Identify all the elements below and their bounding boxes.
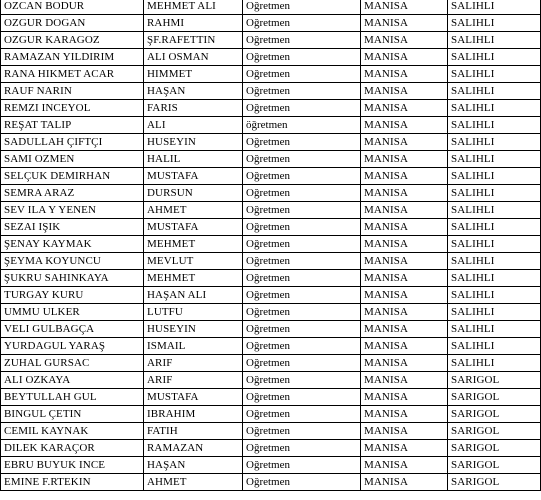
district-cell: SARIGOL	[448, 474, 541, 491]
district-cell: SARIGOL	[448, 457, 541, 474]
father-name-cell: LUTFU	[144, 304, 243, 321]
table-row	[1, 134, 541, 151]
title-cell: Oğretmen	[243, 304, 361, 321]
father-name-cell: AHMET	[144, 202, 243, 219]
father-name-cell: MUSTAFA	[144, 389, 243, 406]
title-cell: Oğretmen	[243, 100, 361, 117]
table-row	[1, 270, 541, 287]
father-name-cell: HALIL	[144, 151, 243, 168]
district-cell: SALIHLI	[448, 134, 541, 151]
title-cell: Oğretmen	[243, 185, 361, 202]
title-cell: Oğretmen	[243, 474, 361, 491]
name-cell: SELÇUK DEMIRHAN	[1, 168, 144, 185]
table-row	[1, 406, 541, 423]
name-cell: REMZI INCEYOL	[1, 100, 144, 117]
name-cell: YURDAGUL YARAŞ	[1, 338, 144, 355]
city-cell: MANISA	[361, 32, 448, 49]
title-cell: Oğretmen	[243, 270, 361, 287]
table-row	[1, 474, 541, 491]
name-cell: ZUHAL GURSAC	[1, 355, 144, 372]
city-cell: MANISA	[361, 100, 448, 117]
city-cell: MANISA	[361, 457, 448, 474]
table-row	[1, 66, 541, 83]
table-row	[1, 304, 541, 321]
father-name-cell: ALI OSMAN	[144, 49, 243, 66]
name-cell: SAMI OZMEN	[1, 151, 144, 168]
district-cell: SALIHLI	[448, 321, 541, 338]
table-row	[1, 457, 541, 474]
name-cell: CEMIL KAYNAK	[1, 423, 144, 440]
title-cell: Oğretmen	[243, 151, 361, 168]
table-row	[1, 168, 541, 185]
name-cell: SEV ILA Y YENEN	[1, 202, 144, 219]
father-name-cell: HAŞAN	[144, 457, 243, 474]
name-cell: SADULLAH ÇIFTÇI	[1, 134, 144, 151]
district-cell: SARIGOL	[448, 406, 541, 423]
table-row	[1, 49, 541, 66]
name-cell: SEZAI IŞIK	[1, 219, 144, 236]
father-name-cell: ARIF	[144, 355, 243, 372]
district-cell: SALIHLI	[448, 100, 541, 117]
father-name-cell: HUSEYIN	[144, 134, 243, 151]
city-cell: MANISA	[361, 168, 448, 185]
title-cell: Oğretmen	[243, 423, 361, 440]
name-cell: ŞUKRU SAHINKAYA	[1, 270, 144, 287]
table-row	[1, 185, 541, 202]
city-cell: MANISA	[361, 253, 448, 270]
title-cell: Oğretmen	[243, 321, 361, 338]
title-cell: Oğretmen	[243, 355, 361, 372]
table-row	[1, 117, 541, 134]
table-row	[1, 423, 541, 440]
city-cell: MANISA	[361, 0, 448, 15]
district-cell: SALIHLI	[448, 185, 541, 202]
table-row	[1, 151, 541, 168]
father-name-cell: MEVLUT	[144, 253, 243, 270]
district-cell: SALIHLI	[448, 355, 541, 372]
father-name-cell: MEHMET ALI	[144, 0, 243, 15]
table-row	[1, 202, 541, 219]
name-cell: ŞEYMA KOYUNCU	[1, 253, 144, 270]
father-name-cell: RAHMI	[144, 15, 243, 32]
father-name-cell: AHMET	[144, 474, 243, 491]
table-row	[1, 389, 541, 406]
name-cell: RAMAZAN YILDIRIM	[1, 49, 144, 66]
father-name-cell: HAŞAN ALI	[144, 287, 243, 304]
table-row	[1, 219, 541, 236]
city-cell: MANISA	[361, 287, 448, 304]
district-cell: SALIHLI	[448, 117, 541, 134]
district-cell: SALIHLI	[448, 202, 541, 219]
district-cell: SALIHLI	[448, 236, 541, 253]
table-row	[1, 440, 541, 457]
name-cell: RAUF NARIN	[1, 83, 144, 100]
district-cell: SALIHLI	[448, 338, 541, 355]
city-cell: MANISA	[361, 15, 448, 32]
table-row	[1, 253, 541, 270]
title-cell: Oğretmen	[243, 134, 361, 151]
district-cell: SALIHLI	[448, 66, 541, 83]
city-cell: MANISA	[361, 134, 448, 151]
name-cell: BINGUL ÇETIN	[1, 406, 144, 423]
district-cell: SARIGOL	[448, 423, 541, 440]
table-row	[1, 372, 541, 389]
name-cell: ŞENAY KAYMAK	[1, 236, 144, 253]
city-cell: MANISA	[361, 406, 448, 423]
table-row	[1, 236, 541, 253]
city-cell: MANISA	[361, 185, 448, 202]
father-name-cell: FATIH	[144, 423, 243, 440]
table-row	[1, 321, 541, 338]
district-cell: SALIHLI	[448, 304, 541, 321]
city-cell: MANISA	[361, 423, 448, 440]
title-cell: Oğretmen	[243, 219, 361, 236]
father-name-cell: HAŞAN	[144, 83, 243, 100]
title-cell: Oğretmen	[243, 202, 361, 219]
name-cell: SEMRA ARAZ	[1, 185, 144, 202]
city-cell: MANISA	[361, 474, 448, 491]
name-cell: UMMU ULKER	[1, 304, 144, 321]
father-name-cell: MUSTAFA	[144, 219, 243, 236]
title-cell: Oğretmen	[243, 338, 361, 355]
title-cell: Oğretmen	[243, 406, 361, 423]
city-cell: MANISA	[361, 202, 448, 219]
title-cell: Oğretmen	[243, 83, 361, 100]
city-cell: MANISA	[361, 219, 448, 236]
city-cell: MANISA	[361, 270, 448, 287]
table-row	[1, 83, 541, 100]
title-cell: Oğretmen	[243, 15, 361, 32]
city-cell: MANISA	[361, 49, 448, 66]
title-cell: Oğretmen	[243, 440, 361, 457]
title-cell: Oğretmen	[243, 287, 361, 304]
city-cell: MANISA	[361, 236, 448, 253]
table-row	[1, 32, 541, 49]
district-cell: SARIGOL	[448, 372, 541, 389]
city-cell: MANISA	[361, 321, 448, 338]
district-cell: SALIHLI	[448, 270, 541, 287]
name-cell: VELI GULBAGÇA	[1, 321, 144, 338]
title-cell: Oğretmen	[243, 457, 361, 474]
city-cell: MANISA	[361, 355, 448, 372]
title-cell: Oğretmen	[243, 66, 361, 83]
district-cell: SARIGOL	[448, 440, 541, 457]
name-cell: REŞAT TALIP	[1, 117, 144, 134]
name-cell: RANA HIKMET ACAR	[1, 66, 144, 83]
title-cell: Oğretmen	[243, 372, 361, 389]
city-cell: MANISA	[361, 151, 448, 168]
name-cell: EMINE F.RTEKIN	[1, 474, 144, 491]
father-name-cell: ARIF	[144, 372, 243, 389]
city-cell: MANISA	[361, 117, 448, 134]
city-cell: MANISA	[361, 440, 448, 457]
table-row	[1, 355, 541, 372]
father-name-cell: MEHMET	[144, 236, 243, 253]
district-cell: SALIHLI	[448, 287, 541, 304]
table-row	[1, 287, 541, 304]
city-cell: MANISA	[361, 83, 448, 100]
father-name-cell: HUSEYIN	[144, 321, 243, 338]
table-body	[1, 0, 541, 491]
name-cell: DILEK KARAÇOR	[1, 440, 144, 457]
district-cell: SARIGOL	[448, 389, 541, 406]
title-cell: Oğretmen	[243, 389, 361, 406]
father-name-cell: MEHMET	[144, 270, 243, 287]
name-cell: BEYTULLAH GUL	[1, 389, 144, 406]
father-name-cell: DURSUN	[144, 185, 243, 202]
father-name-cell: ŞF.RAFETTIN	[144, 32, 243, 49]
title-cell: Oğretmen	[243, 168, 361, 185]
name-cell: OZCAN BODUR	[1, 0, 144, 15]
title-cell: öğretmen	[243, 117, 361, 134]
father-name-cell: IBRAHIM	[144, 406, 243, 423]
table-row	[1, 0, 541, 15]
district-cell: SALIHLI	[448, 0, 541, 15]
father-name-cell: ALI	[144, 117, 243, 134]
district-cell: SALIHLI	[448, 83, 541, 100]
table-row	[1, 100, 541, 117]
table-row	[1, 15, 541, 32]
district-cell: SALIHLI	[448, 49, 541, 66]
name-cell: TURGAY KURU	[1, 287, 144, 304]
name-cell: OZGUR KARAGOZ	[1, 32, 144, 49]
father-name-cell: ISMAIL	[144, 338, 243, 355]
district-cell: SALIHLI	[448, 219, 541, 236]
title-cell: Oğretmen	[243, 49, 361, 66]
district-cell: SALIHLI	[448, 168, 541, 185]
table-row	[1, 338, 541, 355]
city-cell: MANISA	[361, 66, 448, 83]
father-name-cell: HIMMET	[144, 66, 243, 83]
title-cell: Oğretmen	[243, 32, 361, 49]
district-cell: SALIHLI	[448, 15, 541, 32]
city-cell: MANISA	[361, 338, 448, 355]
title-cell: Oğretmen	[243, 236, 361, 253]
district-cell: SALIHLI	[448, 151, 541, 168]
father-name-cell: RAMAZAN	[144, 440, 243, 457]
title-cell: Oğretmen	[243, 253, 361, 270]
district-cell: SALIHLI	[448, 253, 541, 270]
name-cell: EBRU BUYUK INCE	[1, 457, 144, 474]
title-cell: Oğretmen	[243, 0, 361, 15]
father-name-cell: MUSTAFA	[144, 168, 243, 185]
city-cell: MANISA	[361, 372, 448, 389]
city-cell: MANISA	[361, 304, 448, 321]
city-cell: MANISA	[361, 389, 448, 406]
district-cell: SALIHLI	[448, 32, 541, 49]
father-name-cell: FARIS	[144, 100, 243, 117]
name-cell: ALI OZKAYA	[1, 372, 144, 389]
name-cell: OZGUR DOGAN	[1, 15, 144, 32]
